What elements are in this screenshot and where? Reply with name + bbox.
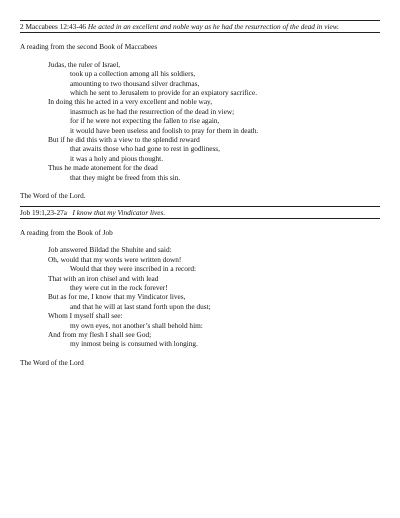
document-page (20, 20, 380, 367)
verse-line: That with an iron chisel and with lead (48, 273, 159, 283)
verse-line: it was a holy and pious thought. (70, 153, 164, 163)
verse-line: that they might be freed from this sin. (70, 172, 181, 182)
verse-line: Would that they were inscribed in a record: (70, 264, 197, 274)
verse-line: But as for me, I know that my Vindicator lives, (48, 292, 186, 302)
verse-line: Whom I myself shall see: (48, 311, 123, 321)
verse-line: and that he will at last stand forth upon the dust; (70, 301, 211, 311)
verse-line: they were cut in the rock forever! (70, 282, 168, 292)
verse-line: inasmuch as he had the resurrection of the dead in view; (70, 106, 235, 116)
verse-line: Thus he made atonement for the dead (48, 163, 158, 173)
verse-line: In doing this he acted in a very excellent and noble way, (48, 97, 213, 107)
reading-intro: A reading from the Book of Job (20, 227, 113, 237)
reading-header (20, 206, 380, 219)
reading-closing: The Word of the Lord (20, 357, 84, 367)
scripture-reference: 2 Maccabees 12:43-46 (20, 22, 87, 31)
verse-list (20, 245, 380, 348)
verse-list (20, 60, 380, 182)
verse-line: my inmost being is consumed with longing. (70, 339, 198, 349)
verse-line: amounting to two thousand silver drachmas, (70, 78, 200, 88)
reading-theme: I know that my Vindicator lives. (72, 207, 166, 217)
scripture-reference: Job 19:1,23-27a (20, 207, 68, 217)
verse-line: it would have been useless and foolish to pray for them in death. (70, 125, 259, 135)
second-reading (20, 206, 380, 368)
verse-line: And from my flesh I shall see God; (48, 329, 152, 339)
verse-line: But if he did this with a view to the splendid reward (48, 135, 200, 145)
verse-line: which he sent to Jerusalem to provide for an expiatory sacrifice. (70, 88, 258, 98)
verse-line: that awaits those who had gone to rest in godliness, (70, 144, 220, 154)
reading-closing: The Word of the Lord. (20, 191, 86, 201)
verse-line: for if he were not expecting the fallen to rise again, (70, 116, 220, 126)
reading-intro: A reading from the second Book of Maccabees (20, 42, 158, 52)
verse-line: my own eyes, not another’s shall behold him: (70, 320, 203, 330)
verse-line: Judas, the ruler of Israel, (48, 59, 121, 69)
verse-line: took up a collection among all his soldiers, (70, 69, 196, 79)
reading-theme: He acted in an excellent and noble way as he had the resurrection of the dead in view. (87, 22, 339, 31)
first-reading (20, 20, 380, 201)
verse-line: Job answered Bildad the Shuhite and said: (48, 245, 172, 255)
verse-line: Oh, would that my words were written down! (48, 254, 182, 264)
reading-header (20, 20, 380, 33)
